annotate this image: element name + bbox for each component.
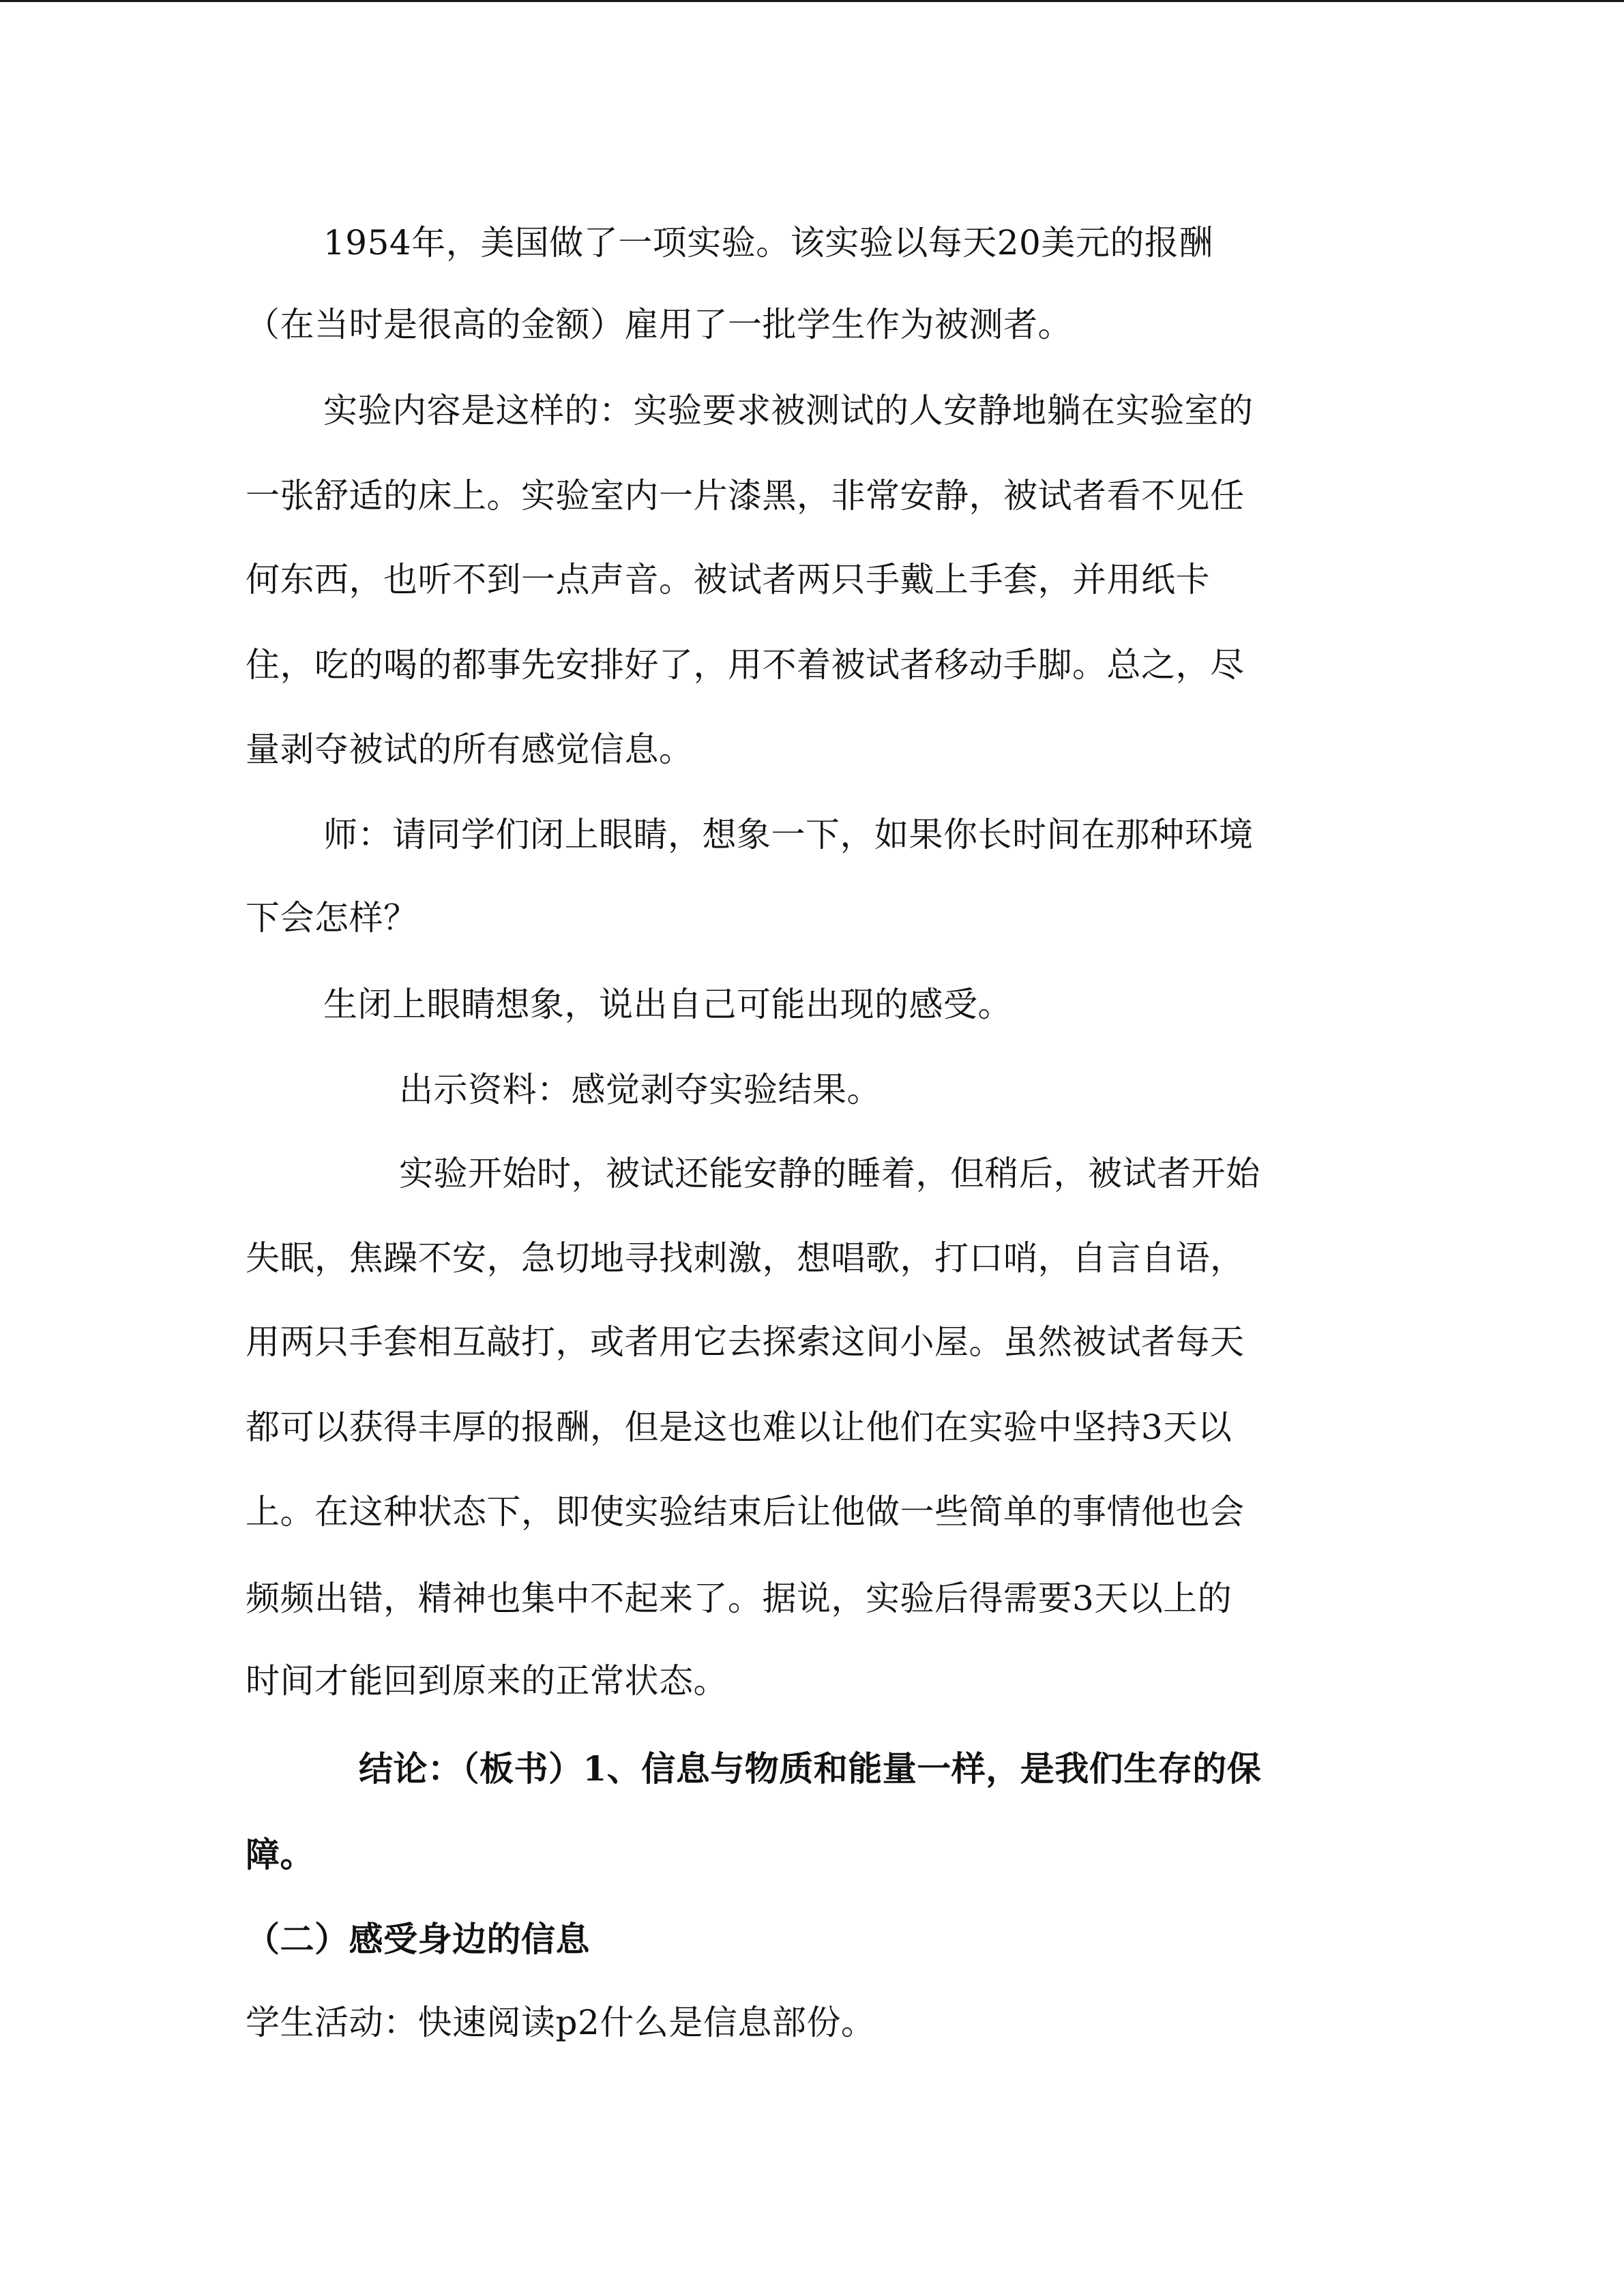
paragraph-student-imagine: 生闭上眼睛想象，说出自己可能出现的感受。 <box>323 985 1012 1024</box>
paragraph-results-line-3: 用两只手套相互敲打，或者用它去探索这间小屋。虽然被试者每天 <box>246 1322 1245 1362</box>
paragraph-results-line-1: 实验开始时，被试还能安静的睡着，但稍后，被试者开始 <box>399 1154 1260 1193</box>
conclusion-line-1: 结论：（板书）1、信息与物质和能量一样，是我们生存的保 <box>359 1748 1262 1789</box>
conclusion-line-2: 障。 <box>246 1834 314 1875</box>
paragraph-results-line-5: 上。在这种状态下，即使实验结束后让他做一些简单的事情他也会 <box>246 1492 1245 1532</box>
paragraph-results-line-4: 都可以获得丰厚的报酬，但是这也难以让他们在实验中坚持3天以 <box>246 1407 1232 1447</box>
page-top-border <box>0 0 1624 2</box>
paragraph-results-line-2: 失眠，焦躁不安，急切地寻找刺激，想唱歌，打口哨，自言自语， <box>246 1238 1245 1278</box>
paragraph-results-line-7: 时间才能回到原来的正常状态。 <box>246 1661 728 1701</box>
section-heading-2: （二）感受身边的信息 <box>246 1919 590 1959</box>
student-activity: 学生活动：快速阅读p2什么是信息部份。 <box>246 2003 876 2042</box>
paragraph-show-material: 出示资料：感觉剥夺实验结果。 <box>399 1070 881 1109</box>
paragraph-experiment-content-line-1: 实验内容是这样的：实验要求被测试的人安静地躺在实验室的 <box>323 391 1254 430</box>
paragraph-experiment-content-line-3: 何东西，也听不到一点声音。被试者两只手戴上手套，并用纸卡 <box>246 560 1210 599</box>
paragraph-experiment-1954-line-2: （在当时是很高的金额）雇用了一批学生作为被测者。 <box>246 305 1072 344</box>
paragraph-experiment-content-line-5: 量剥夺被试的所有感觉信息。 <box>246 730 694 769</box>
paragraph-experiment-content-line-4: 住，吃的喝的都事先安排好了，用不着被试者移动手脚。总之，尽 <box>246 645 1245 685</box>
paragraph-experiment-content-line-2: 一张舒适的床上。实验室内一片漆黑，非常安静，被试者看不见任 <box>246 476 1245 516</box>
paragraph-teacher-line-2: 下会怎样？ <box>246 898 418 938</box>
paragraph-teacher-line-1: 师：请同学们闭上眼睛，想象一下，如果你长时间在那种环境 <box>323 815 1254 854</box>
paragraph-experiment-1954-line-1: 1954年，美国做了一项实验。该实验以每天20美元的报酬 <box>323 223 1213 263</box>
paragraph-results-line-6: 频频出错，精神也集中不起来了。据说，实验后得需要3天以上的 <box>246 1579 1232 1618</box>
